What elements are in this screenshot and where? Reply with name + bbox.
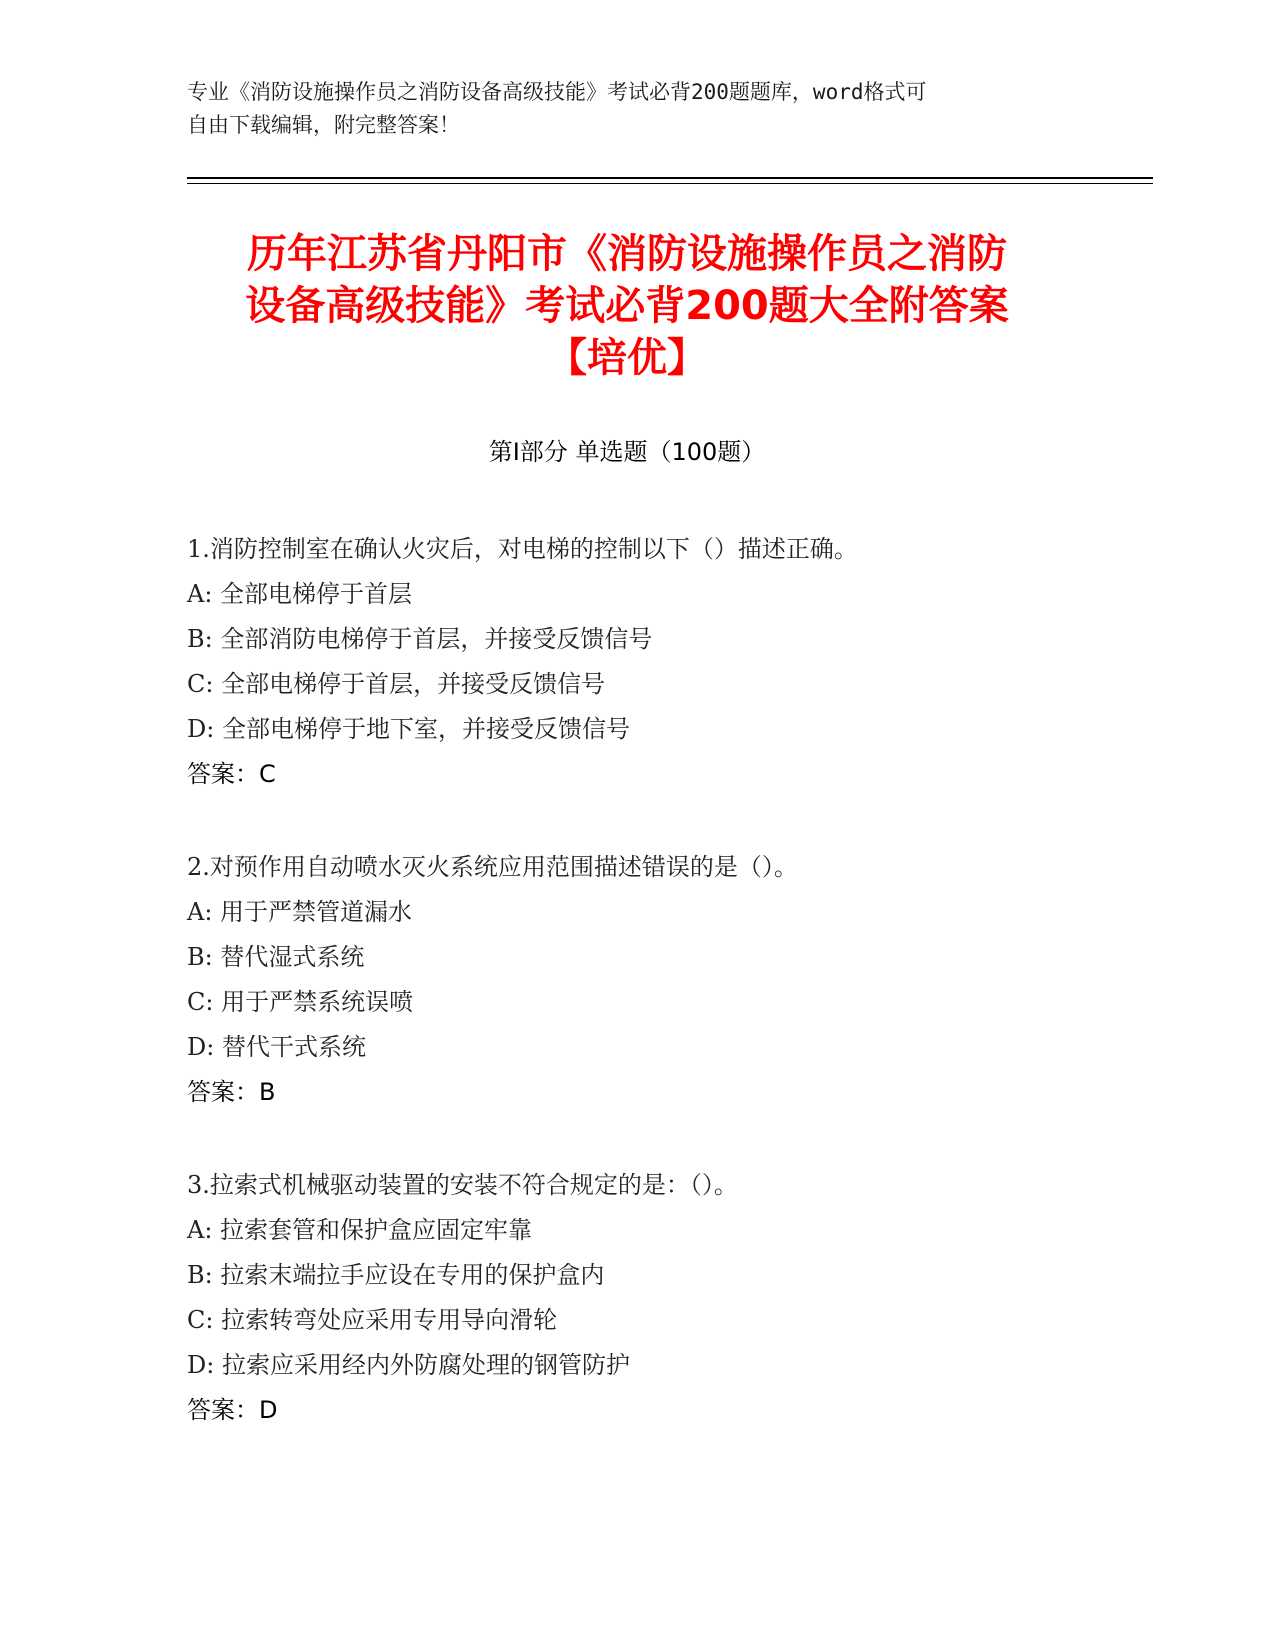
answer-line: 答案：C: [187, 760, 276, 788]
intro-text: [187, 76, 1067, 142]
question-stem: 1.消防控制室在确认火灾后，对电梯的控制以下（）描述正确。: [187, 535, 858, 563]
option-a: A: 用于严禁管道漏水: [187, 898, 413, 926]
option-b: B: 全部消防电梯停于首层，并接受反馈信号: [187, 625, 653, 653]
option-d: D: 全部电梯停于地下室，并接受反馈信号: [187, 715, 630, 743]
header-divider-thick: [187, 177, 1153, 179]
option-b: B: 拉索末端拉手应设在专用的保护盒内: [187, 1261, 605, 1289]
option-c: C: 拉索转弯处应采用专用导向滑轮: [187, 1306, 558, 1334]
title-line: 设备高级技能》考试必背200题大全附答案: [245, 283, 1009, 329]
intro-line: 自由下载编辑，附完整答案！: [187, 113, 460, 137]
question-block: [187, 527, 1087, 797]
question-stem: 3.拉索式机械驱动装置的安装不符合规定的是：（）。: [187, 1171, 738, 1199]
option-c: C: 全部电梯停于首层，并接受反馈信号: [187, 670, 606, 698]
option-a: A: 全部电梯停于首层: [187, 580, 413, 608]
answer-line: 答案：B: [187, 1078, 276, 1106]
question-block: [187, 845, 1087, 1115]
title-line: 【培优】: [547, 335, 707, 381]
answer-line: 答案：D: [187, 1396, 278, 1424]
intro-line: 专业《消防设施操作员之消防设备高级技能》考试必背200题题库，word格式可: [187, 80, 927, 104]
option-d: D: 拉索应采用经内外防腐处理的钢管防护: [187, 1351, 630, 1379]
section-heading: 第Ⅰ部分 单选题（100题）: [488, 438, 766, 466]
header-divider-thin: [187, 183, 1153, 184]
option-d: D: 替代干式系统: [187, 1033, 366, 1061]
option-a: A: 拉索套管和保护盒应固定牢靠: [187, 1216, 533, 1244]
option-b: B: 替代湿式系统: [187, 943, 365, 971]
title-line: 历年江苏省丹阳市《消防设施操作员之消防: [247, 231, 1007, 277]
question-block: [187, 1163, 1087, 1433]
option-c: C: 用于严禁系统误喷: [187, 988, 414, 1016]
question-stem: 2.对预作用自动喷水灭火系统应用范围描述错误的是（）。: [187, 853, 798, 881]
document-title: [187, 228, 1067, 384]
